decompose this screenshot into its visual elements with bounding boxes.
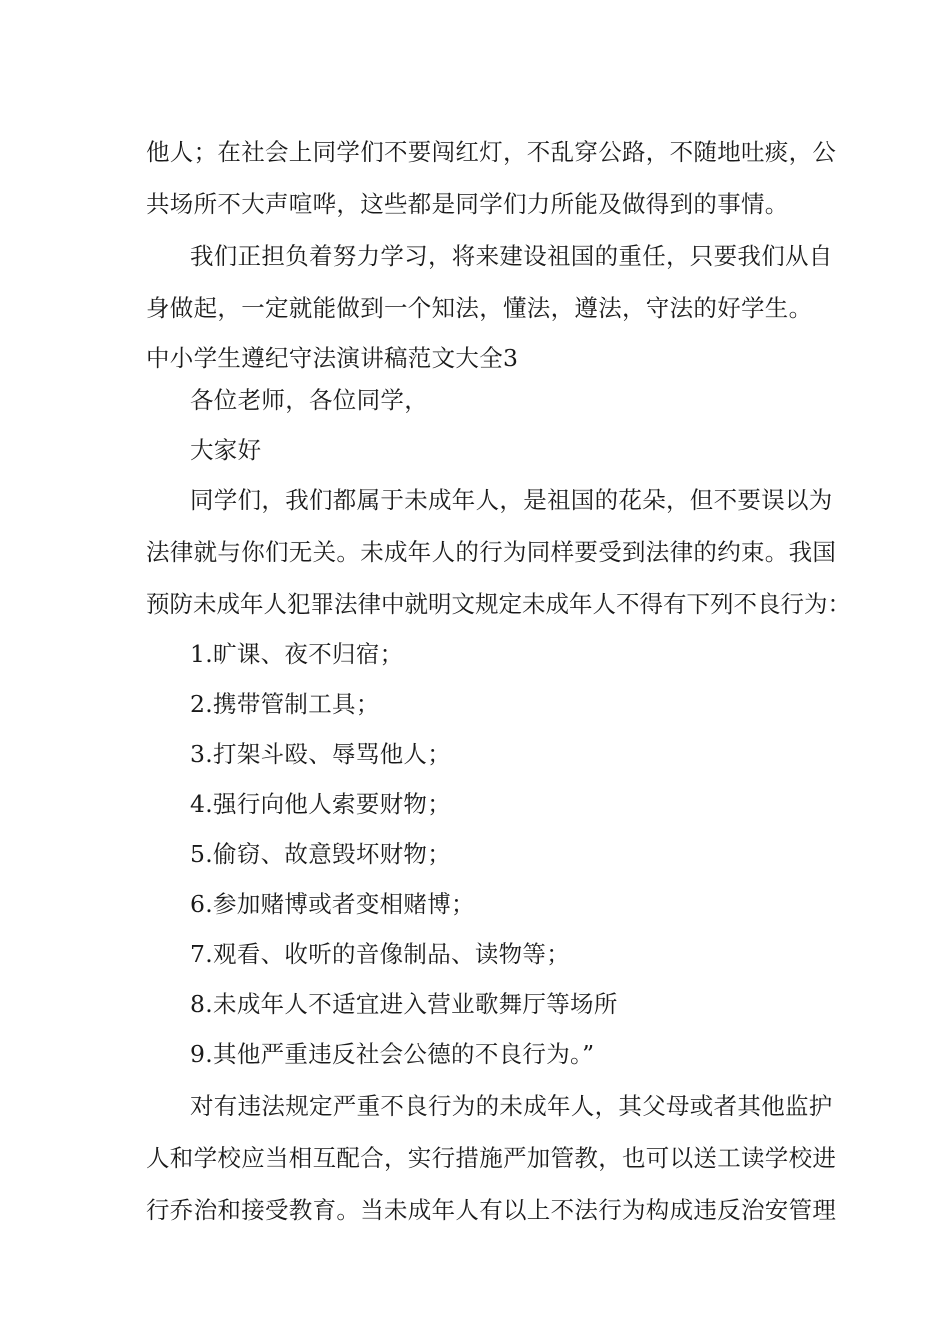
list-item: 9.其他严重违反社会公德的不良行为。” — [190, 1040, 595, 1068]
list-item: 2.携带管制工具； — [190, 690, 380, 718]
list-item: 4.强行向他人索要财物； — [190, 790, 452, 818]
text-line: 法律就与你们无关。未成年人的行为同样要受到法律的约束。我国 — [146, 538, 837, 566]
greeting-line: 各位老师，各位同学， — [190, 386, 428, 414]
text-line: 同学们，我们都属于未成年人，是祖国的花朵，但不要误以为 — [190, 486, 833, 514]
text-line: 我们正担负着努力学习，将来建设祖国的重任，只要我们从自 — [190, 242, 833, 270]
section-heading: 中小学生遵纪守法演讲稿范文大全3 — [146, 344, 519, 372]
list-item: 3.打架斗殴、辱骂他人； — [190, 740, 452, 768]
list-item: 5.偷窃、故意毁坏财物； — [190, 840, 452, 868]
text-line: 行乔治和接受教育。当未成年人有以上不法行为构成违反治安管理 — [146, 1196, 837, 1224]
text-line: 人和学校应当相互配合，实行措施严加管教，也可以送工读学校进 — [146, 1144, 837, 1172]
text-line: 预防未成年人犯罪法律中就明文规定未成年人不得有下列不良行为： — [146, 590, 851, 618]
list-item: 7.观看、收听的音像制品、读物等； — [190, 940, 571, 968]
greeting-line: 大家好 — [190, 436, 262, 464]
list-item: 1.旷课、夜不归宿； — [190, 640, 404, 668]
text-line: 身做起，一定就能做到一个知法，懂法，遵法，守法的好学生。 — [146, 294, 813, 322]
list-item: 6.参加赌博或者变相赌博； — [190, 890, 475, 918]
text-line: 对有违法规定严重不良行为的未成年人，其父母或者其他监护 — [190, 1092, 833, 1120]
text-line: 共场所不大声喧哗，这些都是同学们力所能及做得到的事情。 — [146, 190, 789, 218]
text-line: 他人；在社会上同学们不要闯红灯，不乱穿公路，不随地吐痰，公 — [146, 138, 837, 166]
list-item: 8.未成年人不适宜进入营业歌舞厅等场所 — [190, 990, 618, 1018]
